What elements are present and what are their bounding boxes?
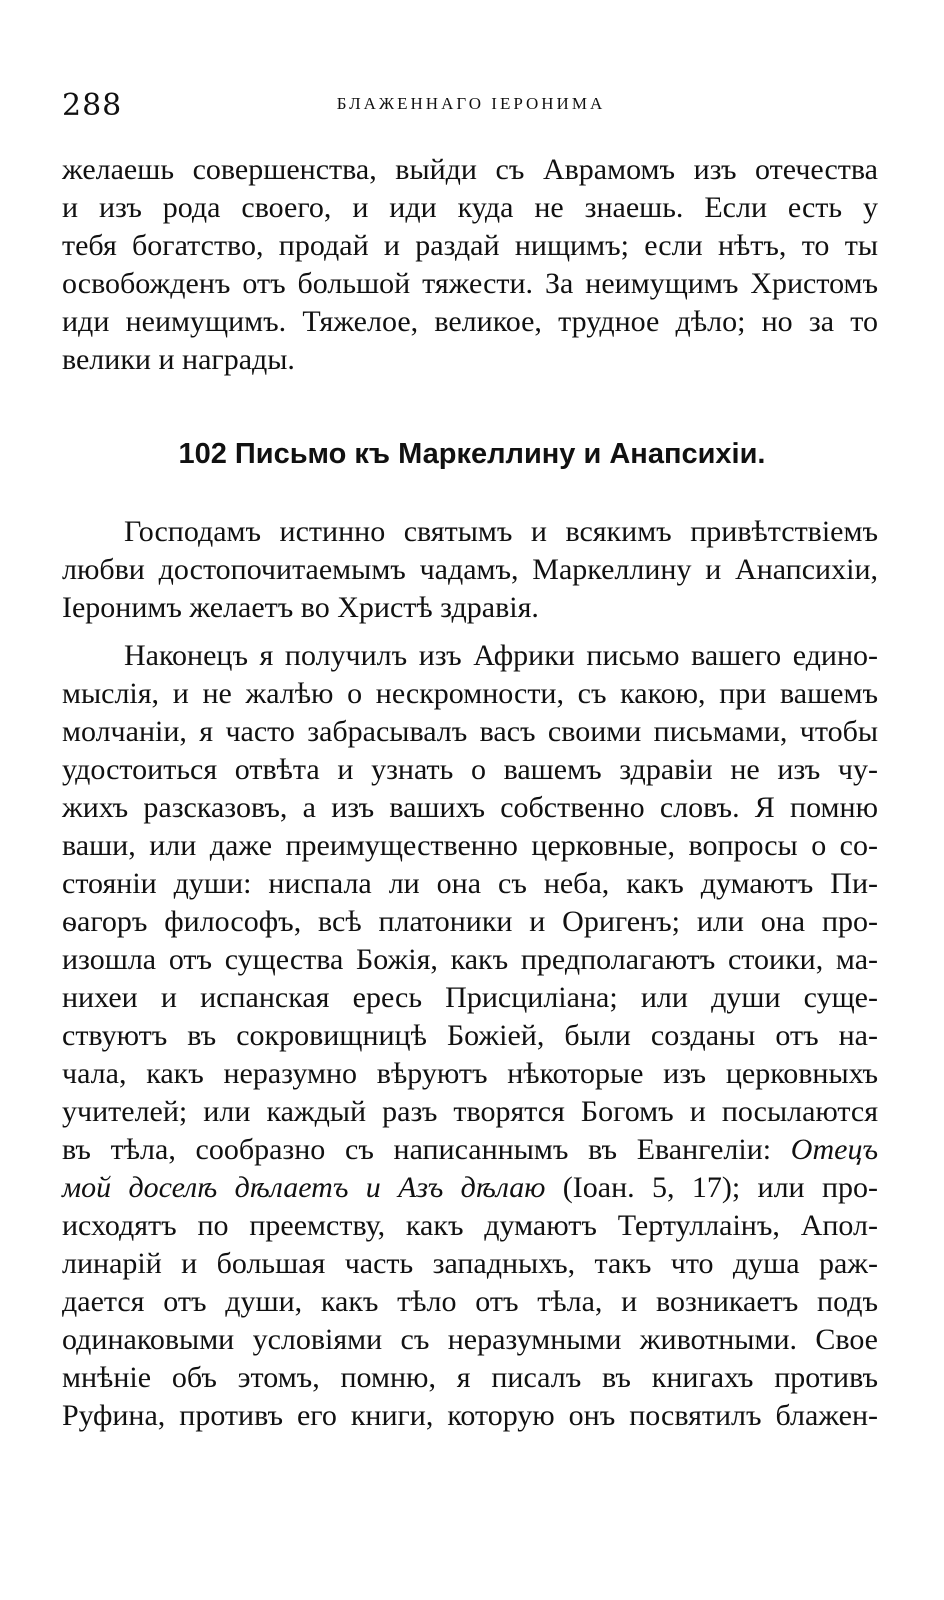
text-line [62, 1170, 878, 1206]
text-line: удостоиться отвѣта и узнать о вашемъ здравіи не изъ чу- [62, 753, 878, 786]
text-line: стояніи души: ниспала ли она съ неба, какъ думаютъ Пи- [62, 867, 878, 900]
text-line: Наконецъ я получилъ изъ Африки письмо вашего едино- [124, 639, 878, 672]
text-line: чала, какъ неразумно вѣруютъ нѣкоторые изъ церковныхъ [62, 1057, 878, 1090]
text-line: мнѣніе объ этомъ, помню, я писалъ въ книгахъ противъ [62, 1361, 878, 1394]
text-line: любви достопочитаемымъ чадамъ, Маркеллину и Анапсихіи, [62, 553, 878, 586]
text-line: исходятъ по преемству, какъ думаютъ Тертуллаінъ, Апол- [62, 1209, 878, 1242]
line-text: въ тѣла, сообразно съ написаннымъ въ Евангеліи: [62, 1133, 772, 1166]
text-line: ствуютъ въ сокровищницѣ Божіей, были созданы отъ на- [62, 1019, 878, 1052]
page-number: 288 [62, 88, 123, 123]
page-header [62, 88, 880, 128]
text-line: нихеи и испанская ересь Присциліана; или души суще- [62, 981, 878, 1014]
italic-quote: Отецъ [790, 1133, 879, 1166]
text-line: ѳагоръ философъ, всѣ платоники и Оригенъ; или она про- [62, 905, 878, 938]
text-line: освобожденъ отъ большой тяжести. За неимущимъ Христомъ [62, 267, 878, 300]
text-line: иди неимущимъ. Тяжелое, великое, трудное дѣло; но за то [62, 305, 878, 338]
text-line: и изъ рода своего, и иди куда не знаешь. Если есть у [62, 191, 878, 224]
text-line: жихъ разсказовъ, а изъ вашихъ собственно словъ. Я помню [62, 791, 878, 824]
text-line: Господамъ истинно святымъ и всякимъ привѣтствіемъ [124, 515, 878, 548]
text-line: учителей; или каждый разъ творятся Богомъ и посылаются [62, 1095, 878, 1128]
text-line: одинаковыми условіями съ неразумными животными. Свое [62, 1323, 878, 1356]
text-line: Руфина, противъ его книги, которую онъ посвятилъ блажен- [62, 1399, 878, 1432]
text-line: молчаніи, я часто забрасывалъ васъ своими письмами, чтобы [62, 715, 878, 748]
text-line: велики и награды. [62, 343, 295, 376]
text-line [62, 1132, 878, 1168]
text-line: ваши, или даже преимущественно церковные, вопросы о со- [62, 829, 878, 862]
text-line: желаешь совершенства, выйди съ Аврамомъ изъ отечества [62, 153, 878, 186]
text-line: тебя богатство, продай и раздай нищимъ; если нѣтъ, то ты [62, 229, 878, 262]
text-line: мыслія, и не жалѣю о нескромности, съ какою, при вашемъ [62, 677, 878, 710]
text-line: дается отъ души, какъ тѣло отъ тѣла, и возникаетъ подъ [62, 1285, 878, 1318]
letter-heading: 102 Письмо къ Маркеллину и Анапсихіи. [178, 438, 766, 470]
text-line: линарій и большая часть западныхъ, такъ что душа раж- [62, 1247, 878, 1280]
italic-quote: мой доселѣ дѣлаетъ и Азъ дѣлаю [62, 1171, 546, 1204]
text-line: Іеронимъ желаетъ во Христѣ здравія. [62, 591, 539, 624]
running-head: БЛАЖЕННАГО ІЕРОНИМА [336, 94, 606, 113]
text-line: изошла отъ существа Божія, какъ предполагаютъ стоики, ма- [62, 943, 878, 976]
scripture-reference: (Іоан. 5, 17); или про- [562, 1171, 878, 1204]
